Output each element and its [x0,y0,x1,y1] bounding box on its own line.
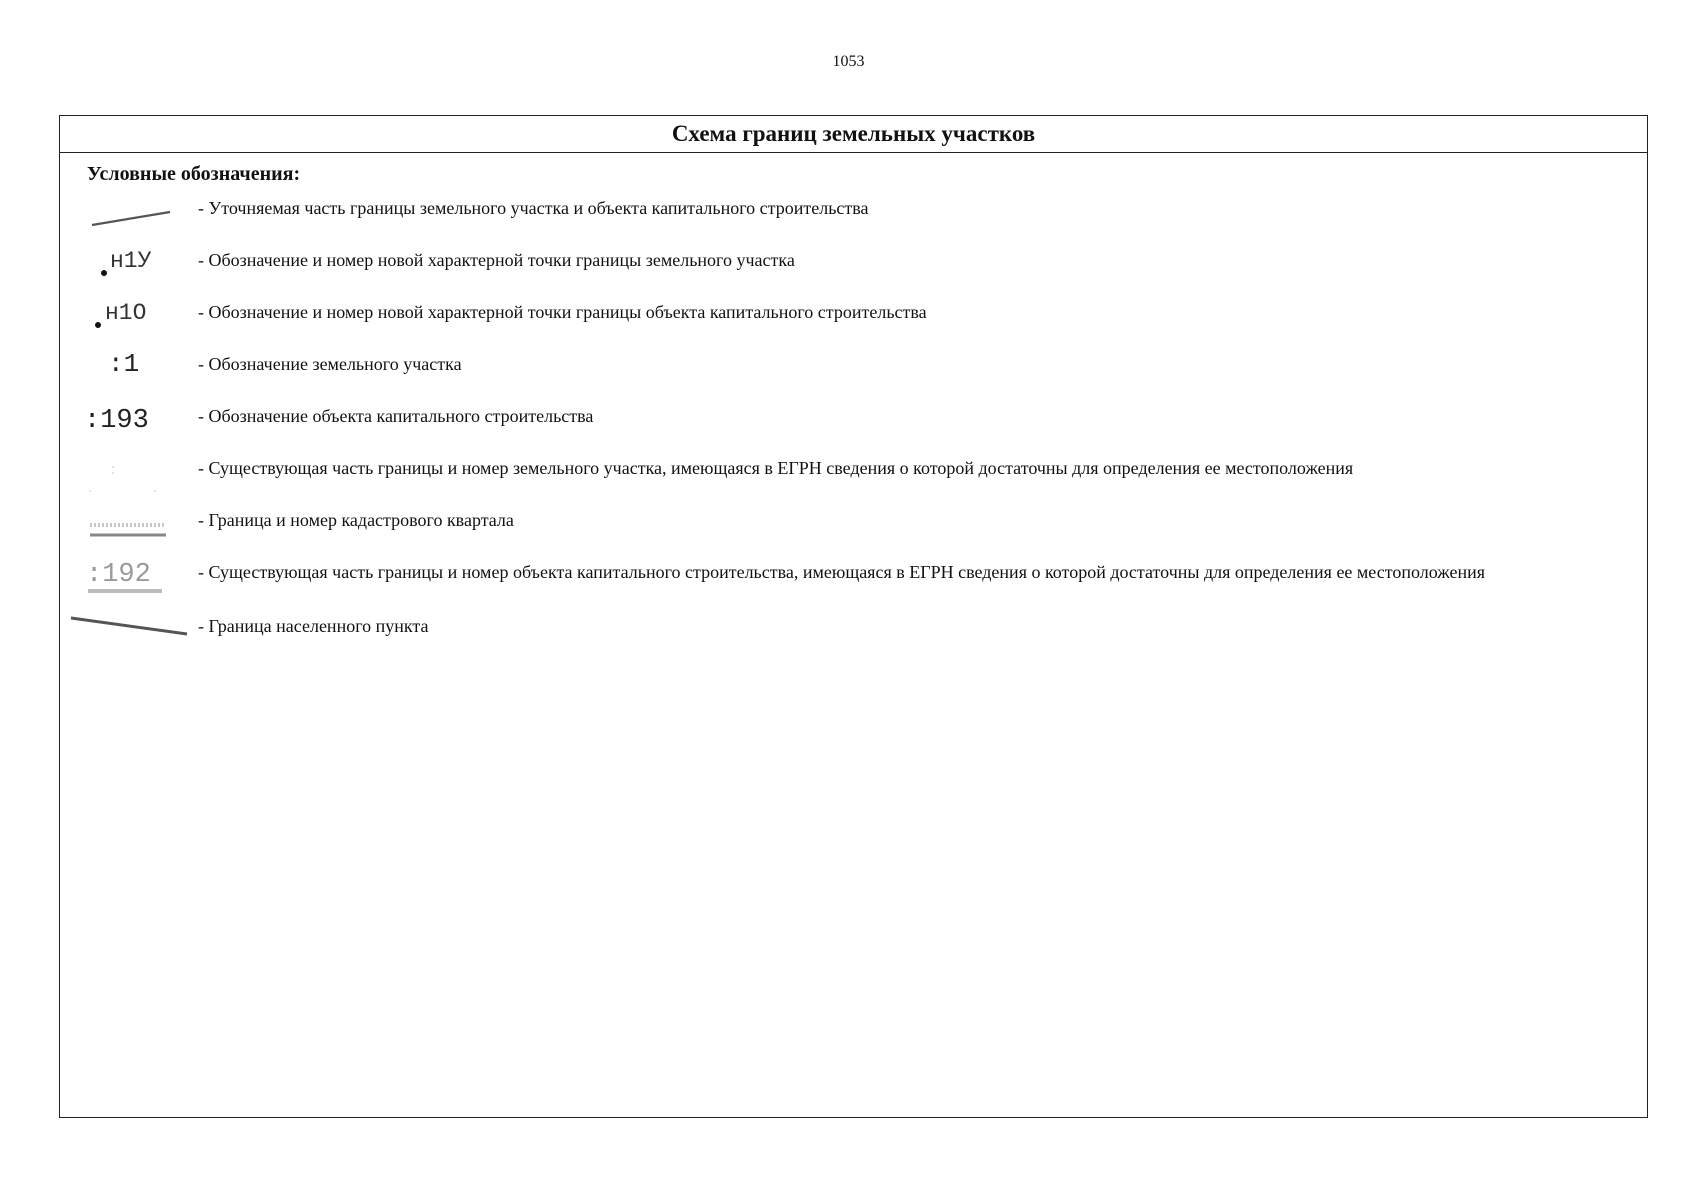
legend-item [60,457,1647,507]
new-land-point-icon [60,249,190,299]
legend-item [60,615,1647,665]
land-parcel-label-icon [60,349,190,403]
new-land-point-label: н1У [110,248,152,274]
new-building-point-label: н1О [105,300,147,326]
legend-item [60,405,1647,455]
new-building-point-icon [60,301,190,351]
legend-heading: Условные обозначения: [87,163,301,185]
cadastral-quarter-boundary-icon [60,509,190,559]
refined-boundary-line-icon [60,197,190,247]
legend-item-text: - Граница и номер кадастрового квартала [198,510,514,530]
legend [60,153,1647,1117]
legend-item-text: - Обозначение и номер новой характерной точки границы объекта капитального строительства [198,302,927,322]
legend-item-text: - Уточняемая часть границы земельного участка и объекта капитального строительства [198,198,869,218]
legend-item-text: - Граница населенного пункта [198,616,429,636]
settlement-boundary-icon [60,615,190,665]
building-label: :193 [84,406,149,436]
legend-item [60,301,1647,351]
legend-item-text: - Обозначение земельного участка [198,354,462,374]
legend-item-text: - Обозначение объекта капитального строительства [198,406,594,426]
legend-item [60,561,1647,611]
legend-item [60,509,1647,559]
existing-building-label: :192 [86,560,151,590]
scheme-frame [59,115,1648,1118]
legend-item [60,349,1647,403]
building-label-icon [60,405,190,455]
scheme-title: Схема границ земельных участков [60,116,1647,153]
legend-item-text: - Существующая часть границы и номер объекта капитального строительства, имеющаяся в ЕГРН сведения о которой достаточны для определения ее местоположения [198,562,1486,582]
existing-land-boundary-icon [60,457,190,507]
legend-item-text: - Существующая часть границы и номер земельного участка, имеющаяся в ЕГРН сведения о которой достаточны для определения ее местоположения [198,458,1354,478]
legend-item-text: - Обозначение и номер новой характерной точки границы земельного участка [198,250,795,270]
existing-building-boundary-icon [60,561,190,611]
legend-item [60,197,1647,247]
page-number: 1053 [832,53,865,70]
land-parcel-label: :1 [108,349,140,379]
legend-item [60,249,1647,299]
